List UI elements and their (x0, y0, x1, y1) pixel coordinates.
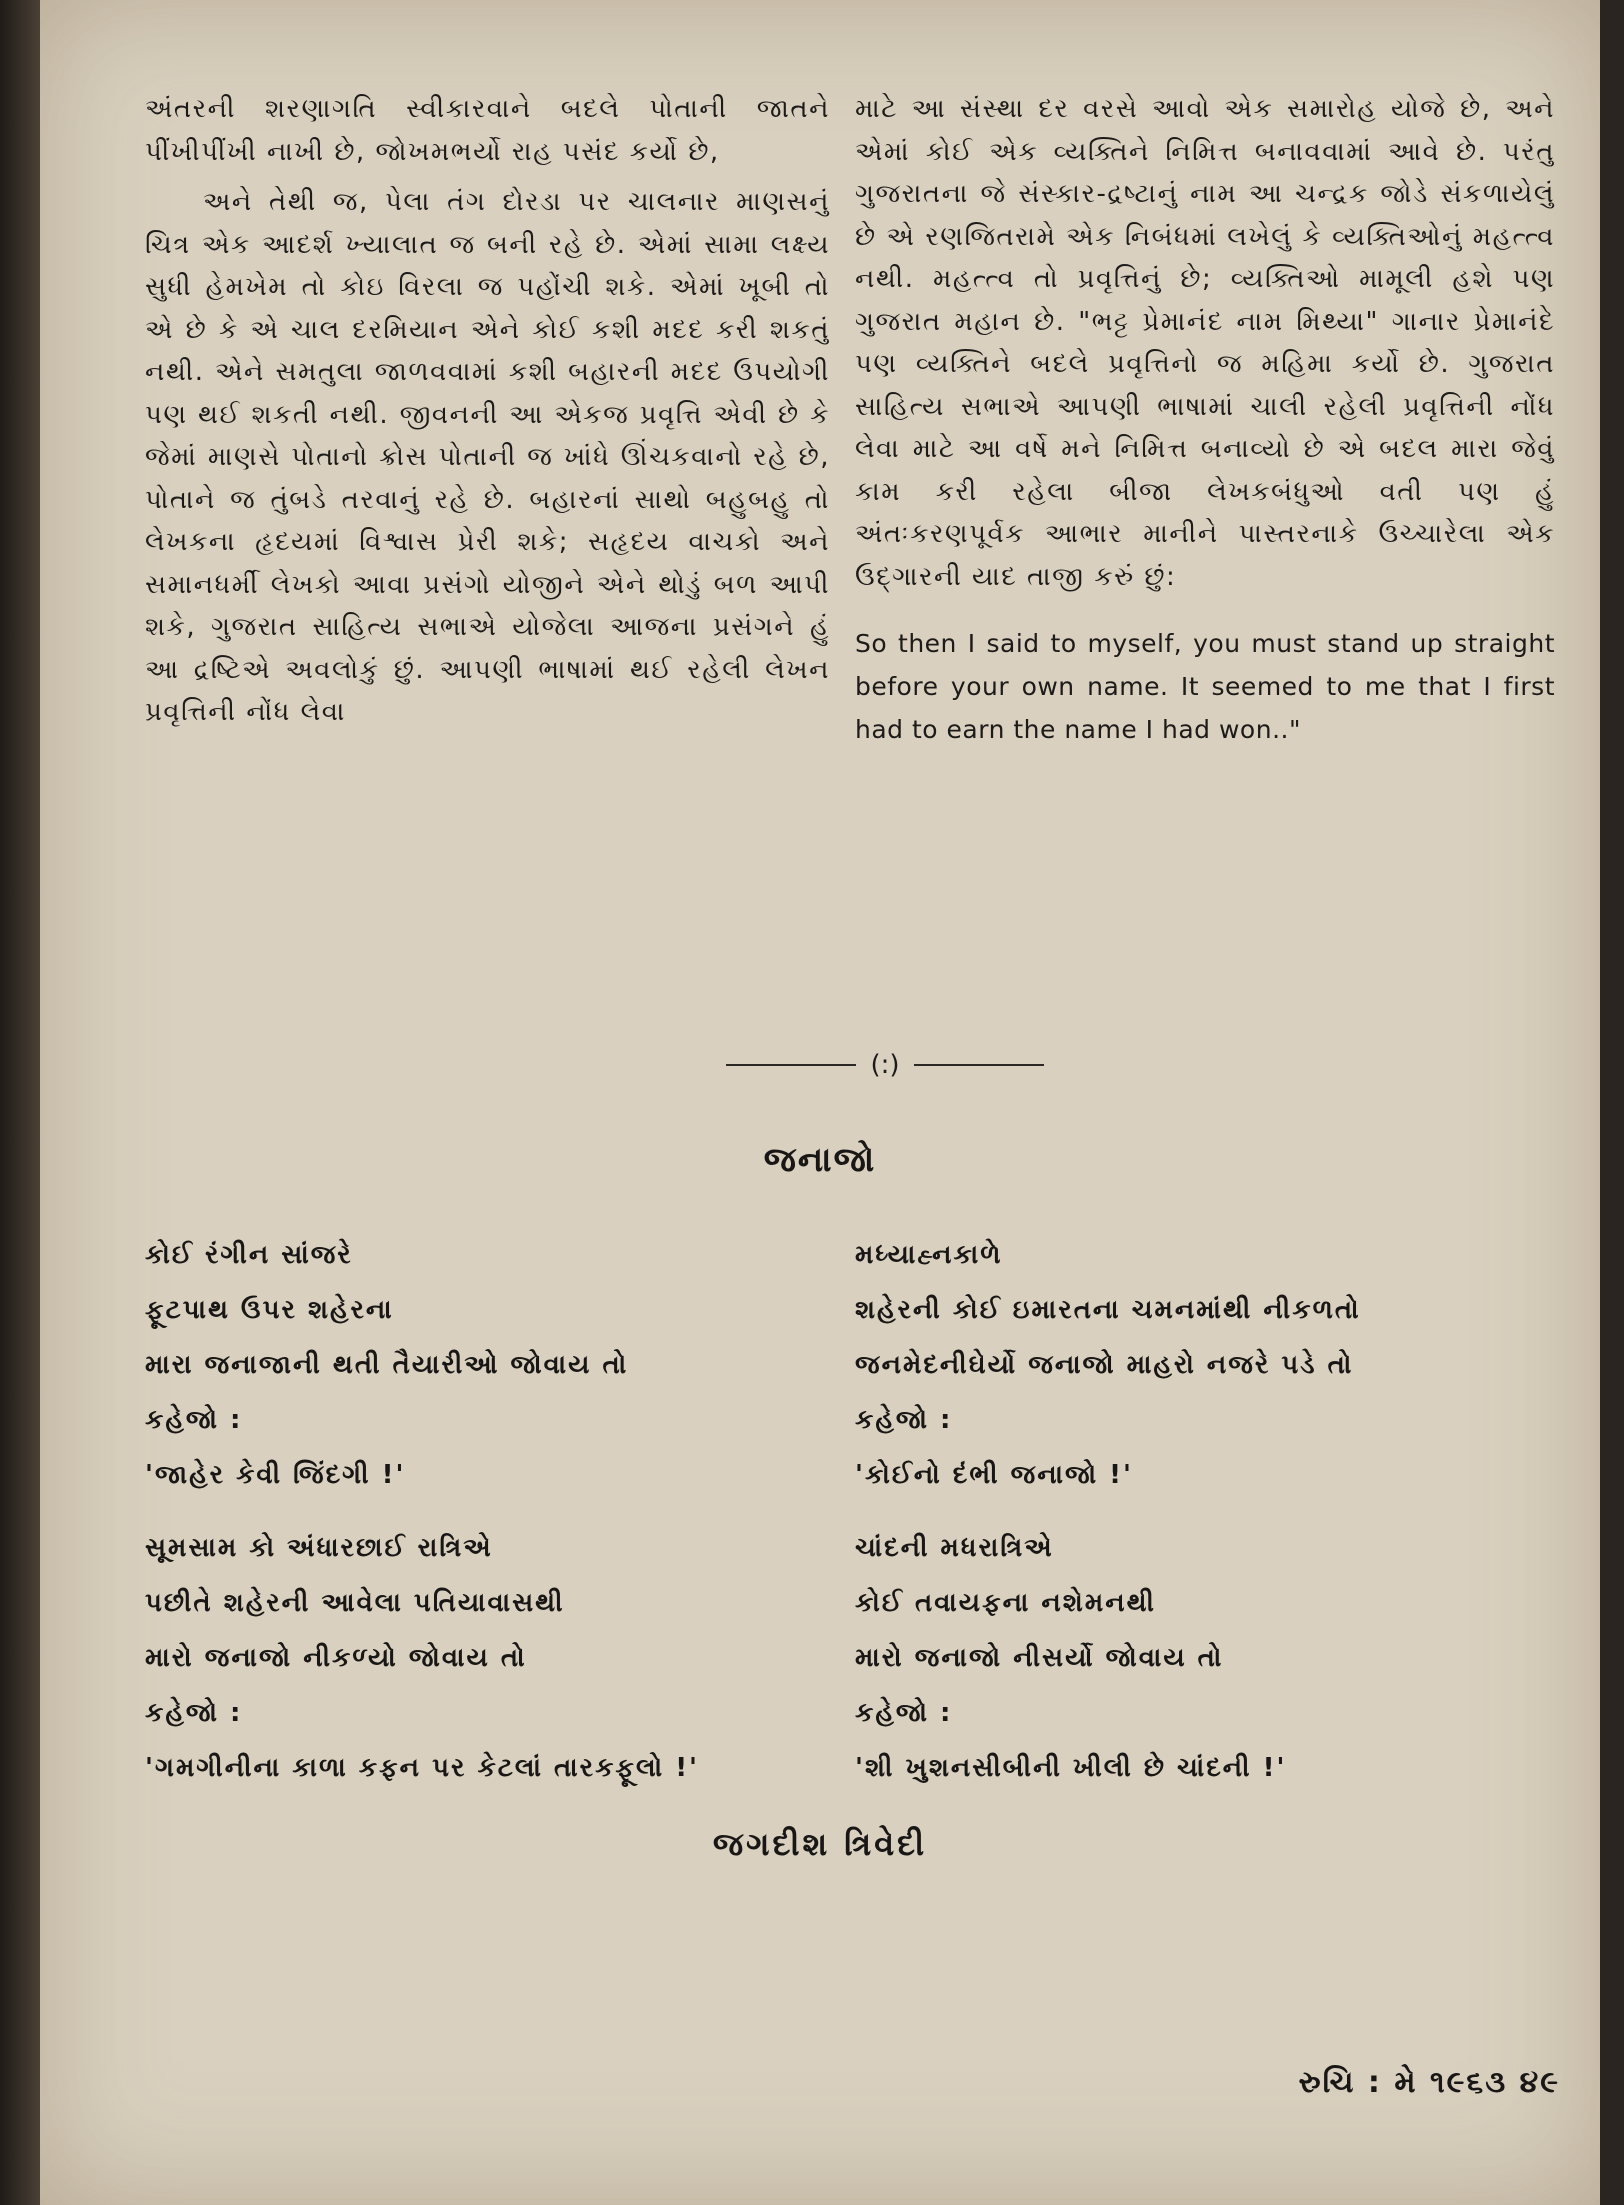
poem-line: કહેજો : (855, 1405, 953, 1435)
poem-line: 'જાહેર કેવી જિંદગી !' (145, 1460, 406, 1490)
poem-line: મધ્યાહ્નકાળે (855, 1240, 1003, 1270)
poem-title: જનાજો (763, 1140, 877, 1180)
poem-line: કોઈ તવાયફના નશેમનથી (855, 1588, 1156, 1618)
poem-line: મારો જનાજો નીકળ્યો જોવાય તો (145, 1643, 527, 1673)
left-prose-column (145, 88, 830, 734)
poem-line: પછીતે શહેરની આવેલા પતિયાવાસથી (145, 1588, 565, 1618)
separator-rule-right (914, 1064, 1044, 1066)
poem-line: કહેજો : (145, 1698, 243, 1728)
poem-line: કોઈ રંગીન સાંજરે (145, 1240, 353, 1270)
left-paragraph-1: અંતરની શરણાગતિ સ્વીકારવાને બદલે પોતાની જાતને પીંખીપીંખી નાખી છે, જોખમભર્યો રાહ પસંદ કર્યો છે, (145, 94, 830, 167)
left-paragraph-2: અને તેથી જ, પેલા તંગ દોરડા પર ચાલનાર માણસનું ચિત્ર એક આદર્શ ખ્યાલાત જ બની રહે છે. એમાં સામા લક્ષ્ય સુધી હેમખેમ તો કોઇ વિરલા જ પહોંચી શકે. એમાં ખૂબી તો એ છે કે એ ચાલ દરમિયાન એને કોઈ કશી મદદ કરી શકતું નથી. એને સમતુલા જાળવવામાં કશી બહારની મદદ ઉપયોગી પણ થઈ શકતી નથી. જીવનની આ એકજ પ્રવૃત્તિ એવી છે કે જેમાં માણસે પોતાનો ક્રોસ પોતાની જ ખાંધે ઊંચકવાનો રહે છે, પોતાને જ તુંબડે તરવાનું રહે છે. બહારનાં સાથો બહુબહુ તો લેખકના હૃદયમાં વિશ્વાસ પ્રેરી શકે; સહૃદય વાચકો અને સમાનધર્મી લેખકો આવા પ્રસંગો યોજીને એને થોડું બળ આપી શકે, ગુજરાત સાહિત્ય સભાએ યોજેલા આજના પ્રસંગને હું આ દ્રષ્ટિએ અવલોકું છું. આપણી ભાષામાં થઈ રહેલી લેખન પ્રવૃત્તિની નોંધ લેવા (145, 187, 830, 727)
poem-line: 'શી ખુશનસીબીની ખીલી છે ચાંદની !' (855, 1753, 1287, 1783)
poem-line: કહેજો : (145, 1405, 243, 1435)
poem-line: ચાંદની મધરાત્રિએ (855, 1533, 1054, 1563)
poem-line: ફૂટપાથ ઉપર શહેરના (145, 1295, 394, 1325)
magazine-page (40, 0, 1600, 2205)
section-separator (695, 1045, 1075, 1085)
poem-author: જગદીશ ત્રિવેદી (712, 1825, 928, 1863)
poem-line: મારો જનાજો નીસર્યો જોવાય તો (855, 1643, 1224, 1673)
page-footer: રુચિ : મે ૧૯૬૩ ૪૯ (1298, 2065, 1560, 2100)
stanza-gap (855, 1503, 1555, 1521)
poem-line: જનમેદનીઘેર્યો જનાજો માહરો નજરે પડે તો (855, 1350, 1354, 1380)
page-binding-edge (0, 0, 40, 2205)
separator-mark: (:) (870, 1050, 900, 1080)
poem-line: કહેજો : (855, 1698, 953, 1728)
english-quote: So then I said to myself, you must stand up straight before your own name. It seemed to me that I first had to earn the name I had won.." (855, 629, 1555, 744)
stanza-gap (145, 1503, 845, 1521)
right-prose-column (855, 88, 1555, 751)
poem-line: મારા જનાજાની થતી તૈયારીઓ જોવાય તો (145, 1350, 629, 1380)
poem-line: સૂમસામ કો અંધારછાઈ રાત્રિએ (145, 1533, 493, 1563)
poem-line: 'ગમગીનીના કાળા કફન પર કેટલાં તારકફૂલો !' (145, 1753, 700, 1783)
separator-rule-left (726, 1064, 856, 1066)
poem-line: શહેરની કોઈ ઇમારતના ચમનમાંથી નીકળતો (855, 1295, 1361, 1325)
right-paragraph-1: માટે આ સંસ્થા દર વરસે આવો એક સમારોહ યોજે છે, અને એમાં કોઈ એક વ્યક્તિને નિમિત્ત બનાવવામાં આવે છે. પરંતુ ગુજરાતના જે સંસ્કાર-દ્રષ્ટાનું નામ આ ચન્દ્રક જોડે સંકળાયેલું છે એ રણજિતરામે એક નિબંધમાં લખેલું કે વ્યક્તિઓનું મહત્ત્વ નથી. મહત્ત્વ તો પ્રવૃત્તિનું છે; વ્યક્તિઓ મામૂલી હશે પણ ગુજરાત મહાન છે. "ભટ્ટ પ્રેમાનંદ નામ મિથ્યા" ગાનાર પ્રેમાનંદે પણ વ્યક્તિને બદલે પ્રવૃત્તિનો જ મહિમા કર્યો છે. ગુજરાત સાહિત્ય સભાએ આપણી ભાષામાં ચાલી રહેલી પ્રવૃત્તિની નોંધ લેવા માટે આ વર્ષે મને નિમિત્ત બનાવ્યો છે એ બદલ મારા જેવું કામ કરી રહેલા બીજા લેખકબંધુઓ વતી પણ હું અંતઃકરણપૂર્વક આભાર માનીને પાસ્તરનાકે ઉચ્ચારેલા એક ઉદ્ગારની યાદ તાજી કરું છું: (855, 94, 1555, 592)
poem-left-column (145, 1228, 845, 1796)
poem-line: 'કોઈનો દંભી જનાજો !' (855, 1460, 1133, 1490)
poem-right-column (855, 1228, 1555, 1796)
